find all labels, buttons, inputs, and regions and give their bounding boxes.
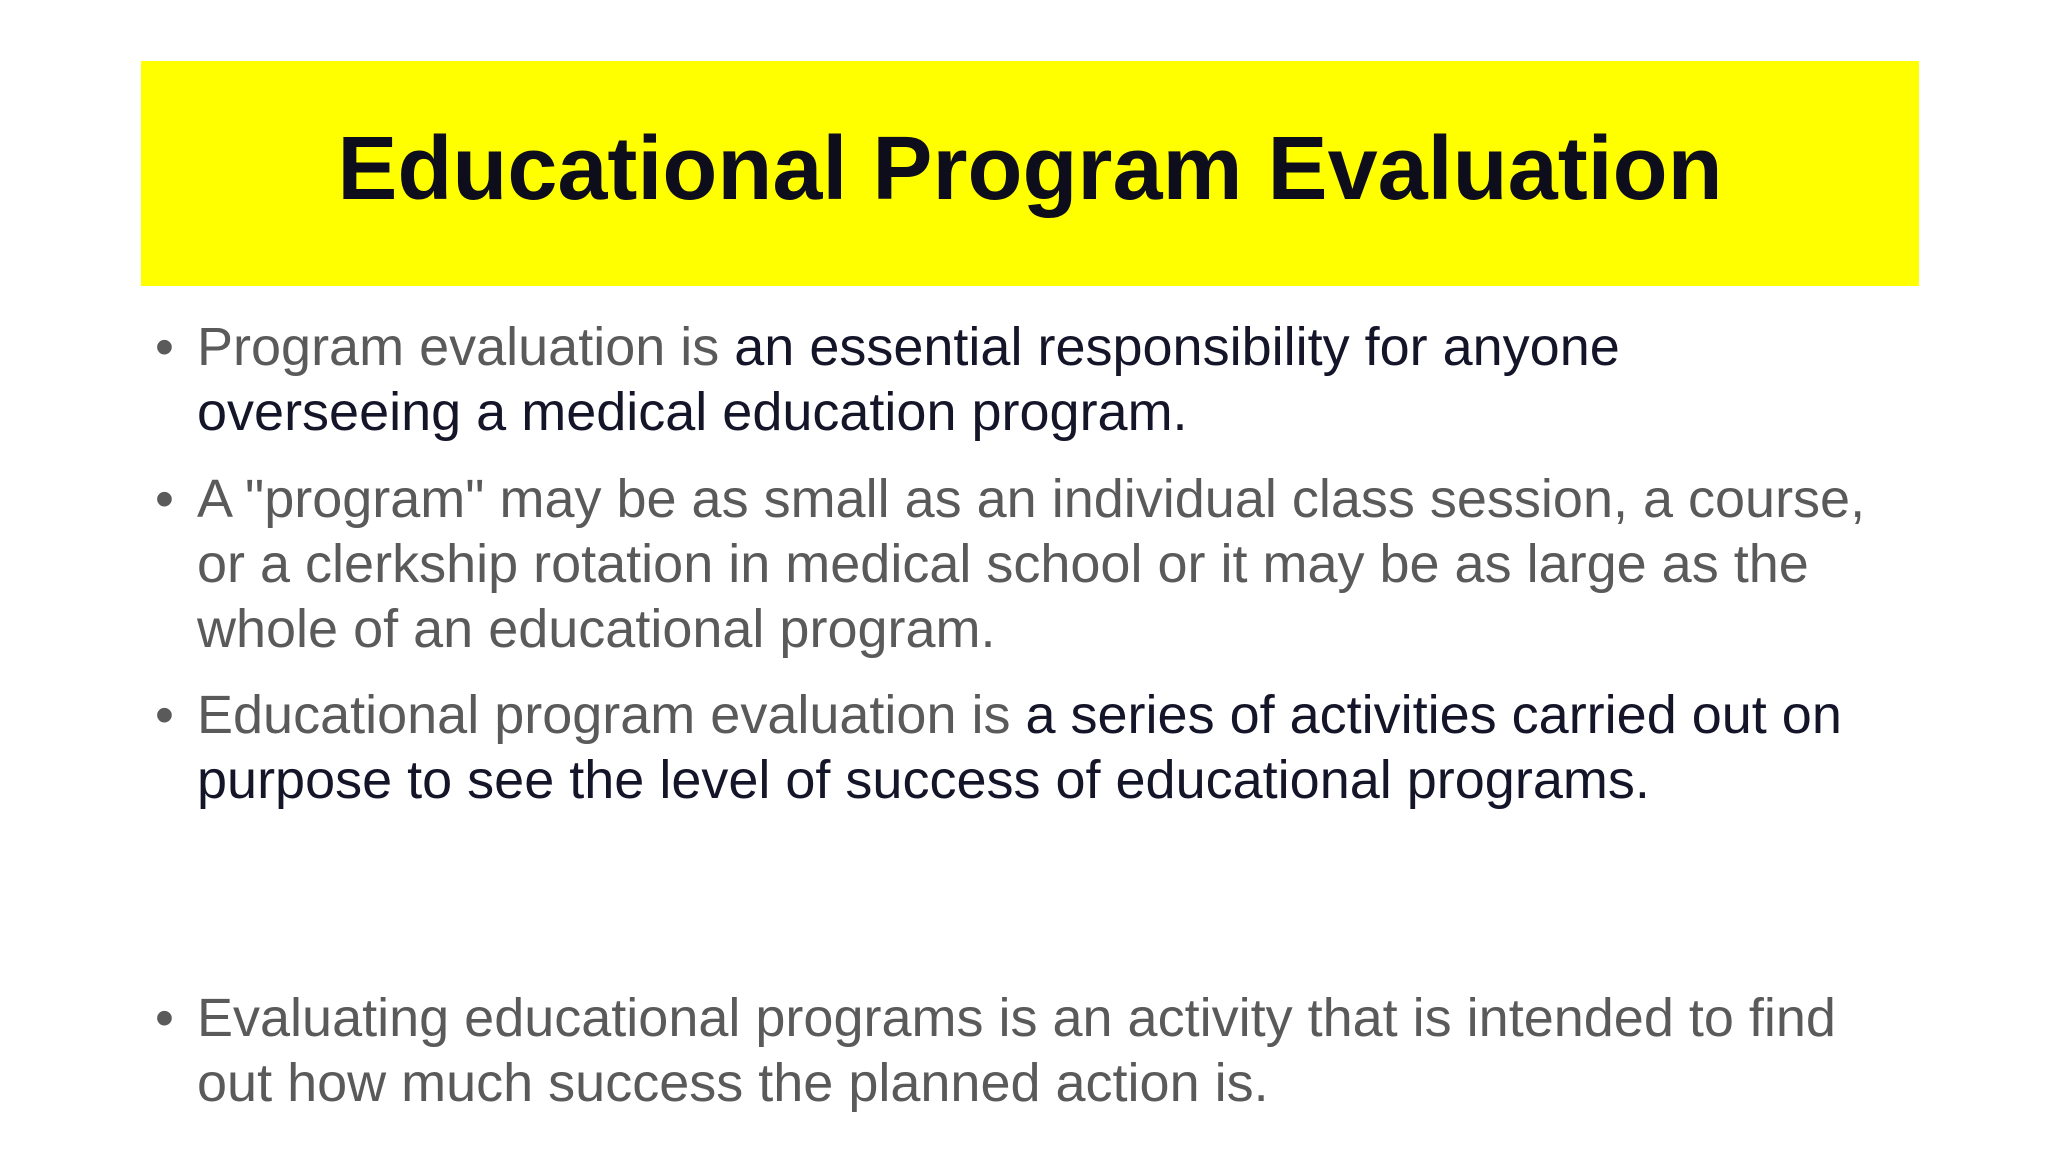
bullet-text-emphasis: an essential responsibility for anyone overseeing a medical education program. [197,317,1620,442]
bullet-text-plain: A "program" may be as small as an individual class session, a course, or a clerkship rotation in medical school or it may be as large as the whole of an educational program. [197,469,1866,659]
bullet-item [155,986,1897,1116]
bullet-text-plain: Educational program evaluation is [197,685,1026,745]
bullet-marker: • [155,685,174,745]
bullet-marker: • [155,469,174,529]
bullet-marker: • [155,988,174,1048]
bullet-item [155,315,1897,445]
slide-title: Educational Program Evaluation [337,119,1723,219]
bullet-text-plain: Program evaluation is [197,317,735,377]
bullet-item [155,683,1897,813]
bullet-text-plain: Evaluating educational programs is an activity that is intended to find out how much success the planned action is. [197,988,1836,1113]
bullet-item [155,467,1897,662]
bullet-text-emphasis: a series of activities carried out on purpose to see the level of success of educational programs. [197,685,1842,810]
bullet-marker: • [155,317,174,377]
